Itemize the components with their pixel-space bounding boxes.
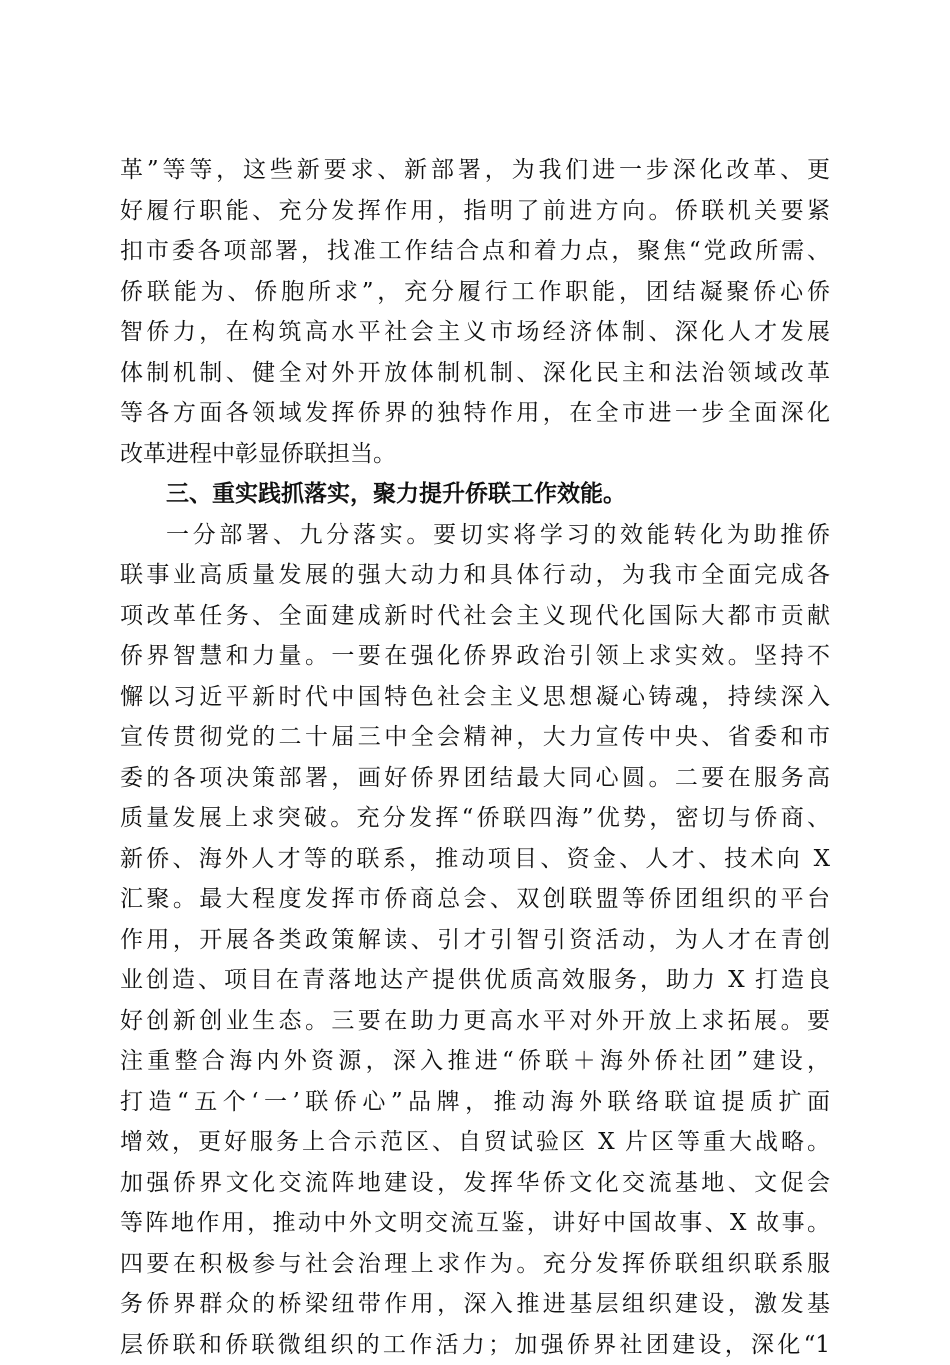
- paragraph-line: 一分部署、九分落实。要切实将学习的效能转化为助推侨: [120, 515, 830, 556]
- paragraph-line: 侨联能为、侨胞所求”，充分履行工作职能，团结凝聚侨心侨: [120, 272, 830, 313]
- paragraph-line: 好履行职能、充分发挥作用，指明了前进方向。侨联机关要紧: [120, 191, 830, 232]
- paragraph-line: 作用，开展各类政策解读、引才引智引资活动，为人才在青创: [120, 920, 830, 961]
- paragraph-line: 懈以习近平新时代中国特色社会主义思想凝心铸魂，持续深入: [120, 677, 830, 718]
- paragraph-line: 注重整合海内外资源，深入推进“侨联＋海外侨社团”建设，: [120, 1041, 830, 1082]
- paragraph-line: 联事业高质量发展的强大动力和具体行动，为我市全面完成各: [120, 555, 830, 596]
- document-body: [120, 150, 830, 1365]
- paragraph-line: 改革进程中彰显侨联担当。: [120, 434, 830, 475]
- paragraph-line: 打造“五个‘一’联侨心”品牌，推动海外联络联谊提质扩面: [120, 1082, 830, 1123]
- paragraph-line: 项改革任务、全面建成新时代社会主义现代化国际大都市贡献: [120, 596, 830, 637]
- paragraph-line: 等各方面各领域发挥侨界的独特作用，在全市进一步全面深化: [120, 393, 830, 434]
- paragraph-line: 宣传贯彻党的二十届三中全会精神，大力宣传中央、省委和市: [120, 717, 830, 758]
- paragraph-line: 扣市委各项部署，找准工作结合点和着力点，聚焦“党政所需、: [120, 231, 830, 272]
- paragraph-line: 新侨、海外人才等的联系，推动项目、资金、人才、技术向 X: [120, 839, 830, 880]
- paragraph-line: 委的各项决策部署，画好侨界团结最大同心圆。二要在服务高: [120, 758, 830, 799]
- paragraph-2: [120, 515, 830, 1365]
- paragraph-line: 等阵地作用，推动中外文明交流互鉴，讲好中国故事、X 故事。: [120, 1203, 830, 1244]
- paragraph-line: 体制机制、健全对外开放体制机制、深化民主和法治领域改革: [120, 353, 830, 394]
- paragraph-line: 业创造、项目在青落地达产提供优质高效服务，助力 X 打造良: [120, 960, 830, 1001]
- paragraph-line: 汇聚。最大程度发挥市侨商总会、双创联盟等侨团组织的平台: [120, 879, 830, 920]
- paragraph-line: 增效，更好服务上合示范区、自贸试验区 X 片区等重大战略。: [120, 1122, 830, 1163]
- section-heading: 三、重实践抓落实，聚力提升侨联工作效能。: [120, 474, 830, 515]
- paragraph-1: [120, 150, 830, 474]
- paragraph-line: 四要在积极参与社会治理上求作为。充分发挥侨联组织联系服: [120, 1244, 830, 1285]
- paragraph-line: 侨界智慧和力量。一要在强化侨界政治引领上求实效。坚持不: [120, 636, 830, 677]
- paragraph-line: 务侨界群众的桥梁纽带作用，深入推进基层组织建设，激发基: [120, 1284, 830, 1325]
- paragraph-line: 革”等等，这些新要求、新部署，为我们进一步深化改革、更: [120, 150, 830, 191]
- paragraph-line: 智侨力，在构筑高水平社会主义市场经济体制、深化人才发展: [120, 312, 830, 353]
- paragraph-line: 层侨联和侨联微组织的工作活力；加强侨界社团建设，深化“1: [120, 1325, 830, 1365]
- paragraph-line: 好创新创业生态。三要在助力更高水平对外开放上求拓展。要: [120, 1001, 830, 1042]
- paragraph-line: 质量发展上求突破。充分发挥“侨联四海”优势，密切与侨商、: [120, 798, 830, 839]
- paragraph-line: 加强侨界文化交流阵地建设，发挥华侨文化交流基地、文促会: [120, 1163, 830, 1204]
